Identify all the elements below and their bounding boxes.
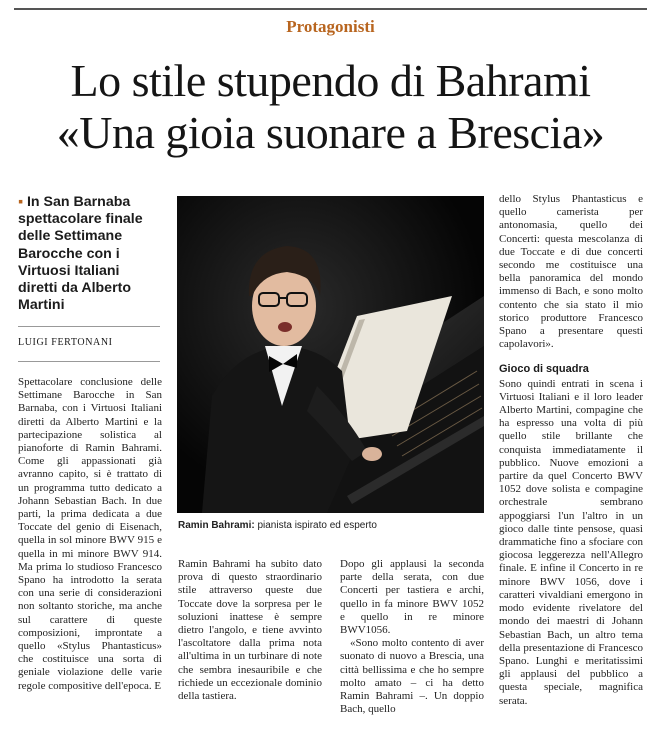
caption-name: Ramin Bahrami: xyxy=(178,520,255,531)
paragraph: Ramin Bahrami ha subito dato prova di questo straordinario stile attraverso queste due Toccate dove la sorpresa per le soluzioni inattese è sempre dietro l'angolo, e tiene avvinto l'ascoltatore dalla prima nota all'ultima in un turbinare di note che sembra inesauribile e che richiede un eccezionale dominio della tastiera. xyxy=(178,558,322,703)
author-byline: LUIGI FERTONANI xyxy=(18,337,113,348)
article-column-1 xyxy=(18,376,162,693)
caption-text: pianista ispirato ed esperto xyxy=(254,520,377,531)
paragraph: «Sono molto contento di aver suonato di nuovo a Brescia, una città bellissima e che ho sempre molto amato – ci ha detto Ramin Bahrami –. Un doppio Bach, quello xyxy=(340,637,484,716)
article-column-3 xyxy=(340,558,484,716)
pianist-photo xyxy=(177,196,484,513)
paragraph: Sono quindi entrati in scena i Virtuosi Italiani e il loro leader Alberto Martini, compagine che ha espresso una volta di più quello stile brillante che conquista immediatamente il pubblico. Nuove emozioni a partire da quel Concerto BWV 1052 dove solista e compagine orchestrale sembrano appoggiarsi l'un l'altro in un gioco dalle tinte pensose, quasi drammatiche fino a sfociare con giocosa leggerezza nell'Allegro finale. E infine il Concerto in re minore BWV 1056, dove i caratteri vivaldiani emergono in modo evidente rivelatore del mondo dei maestri di Johann Sebastian Bach, un altro tema della presentazione di Francesco Spano. Lunghi e meritatissimi gli applausi del pubblico a questa speciale, magnifica serata. xyxy=(499,377,643,707)
summary-box xyxy=(18,194,160,314)
author-rule-top xyxy=(18,326,160,327)
summary-text xyxy=(18,194,160,314)
article-column-4 xyxy=(499,193,643,708)
section-label: Protagonisti xyxy=(286,17,375,36)
paragraph: Dopo gli applausi la seconda parte della serata, con due Concerti per tastiera e archi, quello in fa minore BWV 1052 e quello in re minore BWV1056. xyxy=(340,558,484,637)
paragraph: Spettacolare conclusione delle Settimane Barocche in San Barnaba, con i Virtuosi Italiani diretti da Alberto Martini e la partecipazione solistica al pianoforte di Ramin Bahrami. Come gli appassionati già avranno capito, si è trattato di un programma tutto dedicato a Johann Sebastian Bach. In due parti, la prima dedicata a due Toccate del genio di Eisenach, quella in sol minore BWV 915 e quella in mi minore BWV 914. Ma prima lo studioso Francesco Spano ha introdotto la serata con una serie di considerazioni non soltanto storiche, ma anche sul carattere di queste composizioni, improntate a quello «Stylus Phantasticus» che costituisce una sorta di geniale violazione delle varie regole compositive dell'epoca. E xyxy=(18,376,162,692)
photo-caption xyxy=(178,520,484,531)
headline-line-2: «Una gioia suonare a Brescia» xyxy=(56,107,605,158)
article-column-2 xyxy=(178,558,322,703)
top-rule xyxy=(14,8,647,10)
paragraph: dello Stylus Phantasticus e quello camerista per antonomasia, quello dei Concerti: questa mescolanza di due Toccate e di due concerti secondo me costituisce una bella panoramica del mondo immenso di Bach, e sono molto contento che sia stato il mio storico produttore Francesco Spano a presentare questi capolavori». xyxy=(499,193,643,351)
headline-line-1: Lo stile stupendo di Bahrami xyxy=(70,55,591,106)
summary-body: In San Barnaba spettacolare finale delle Settimane Barocche con i Virtuosi Italiani diretti da Alberto Martini xyxy=(18,194,143,314)
subheading: Gioco di squadra xyxy=(499,363,589,376)
photo-illustration xyxy=(177,196,484,513)
bullet-icon: ▪ xyxy=(18,194,24,210)
author-rule-bottom xyxy=(18,361,160,362)
